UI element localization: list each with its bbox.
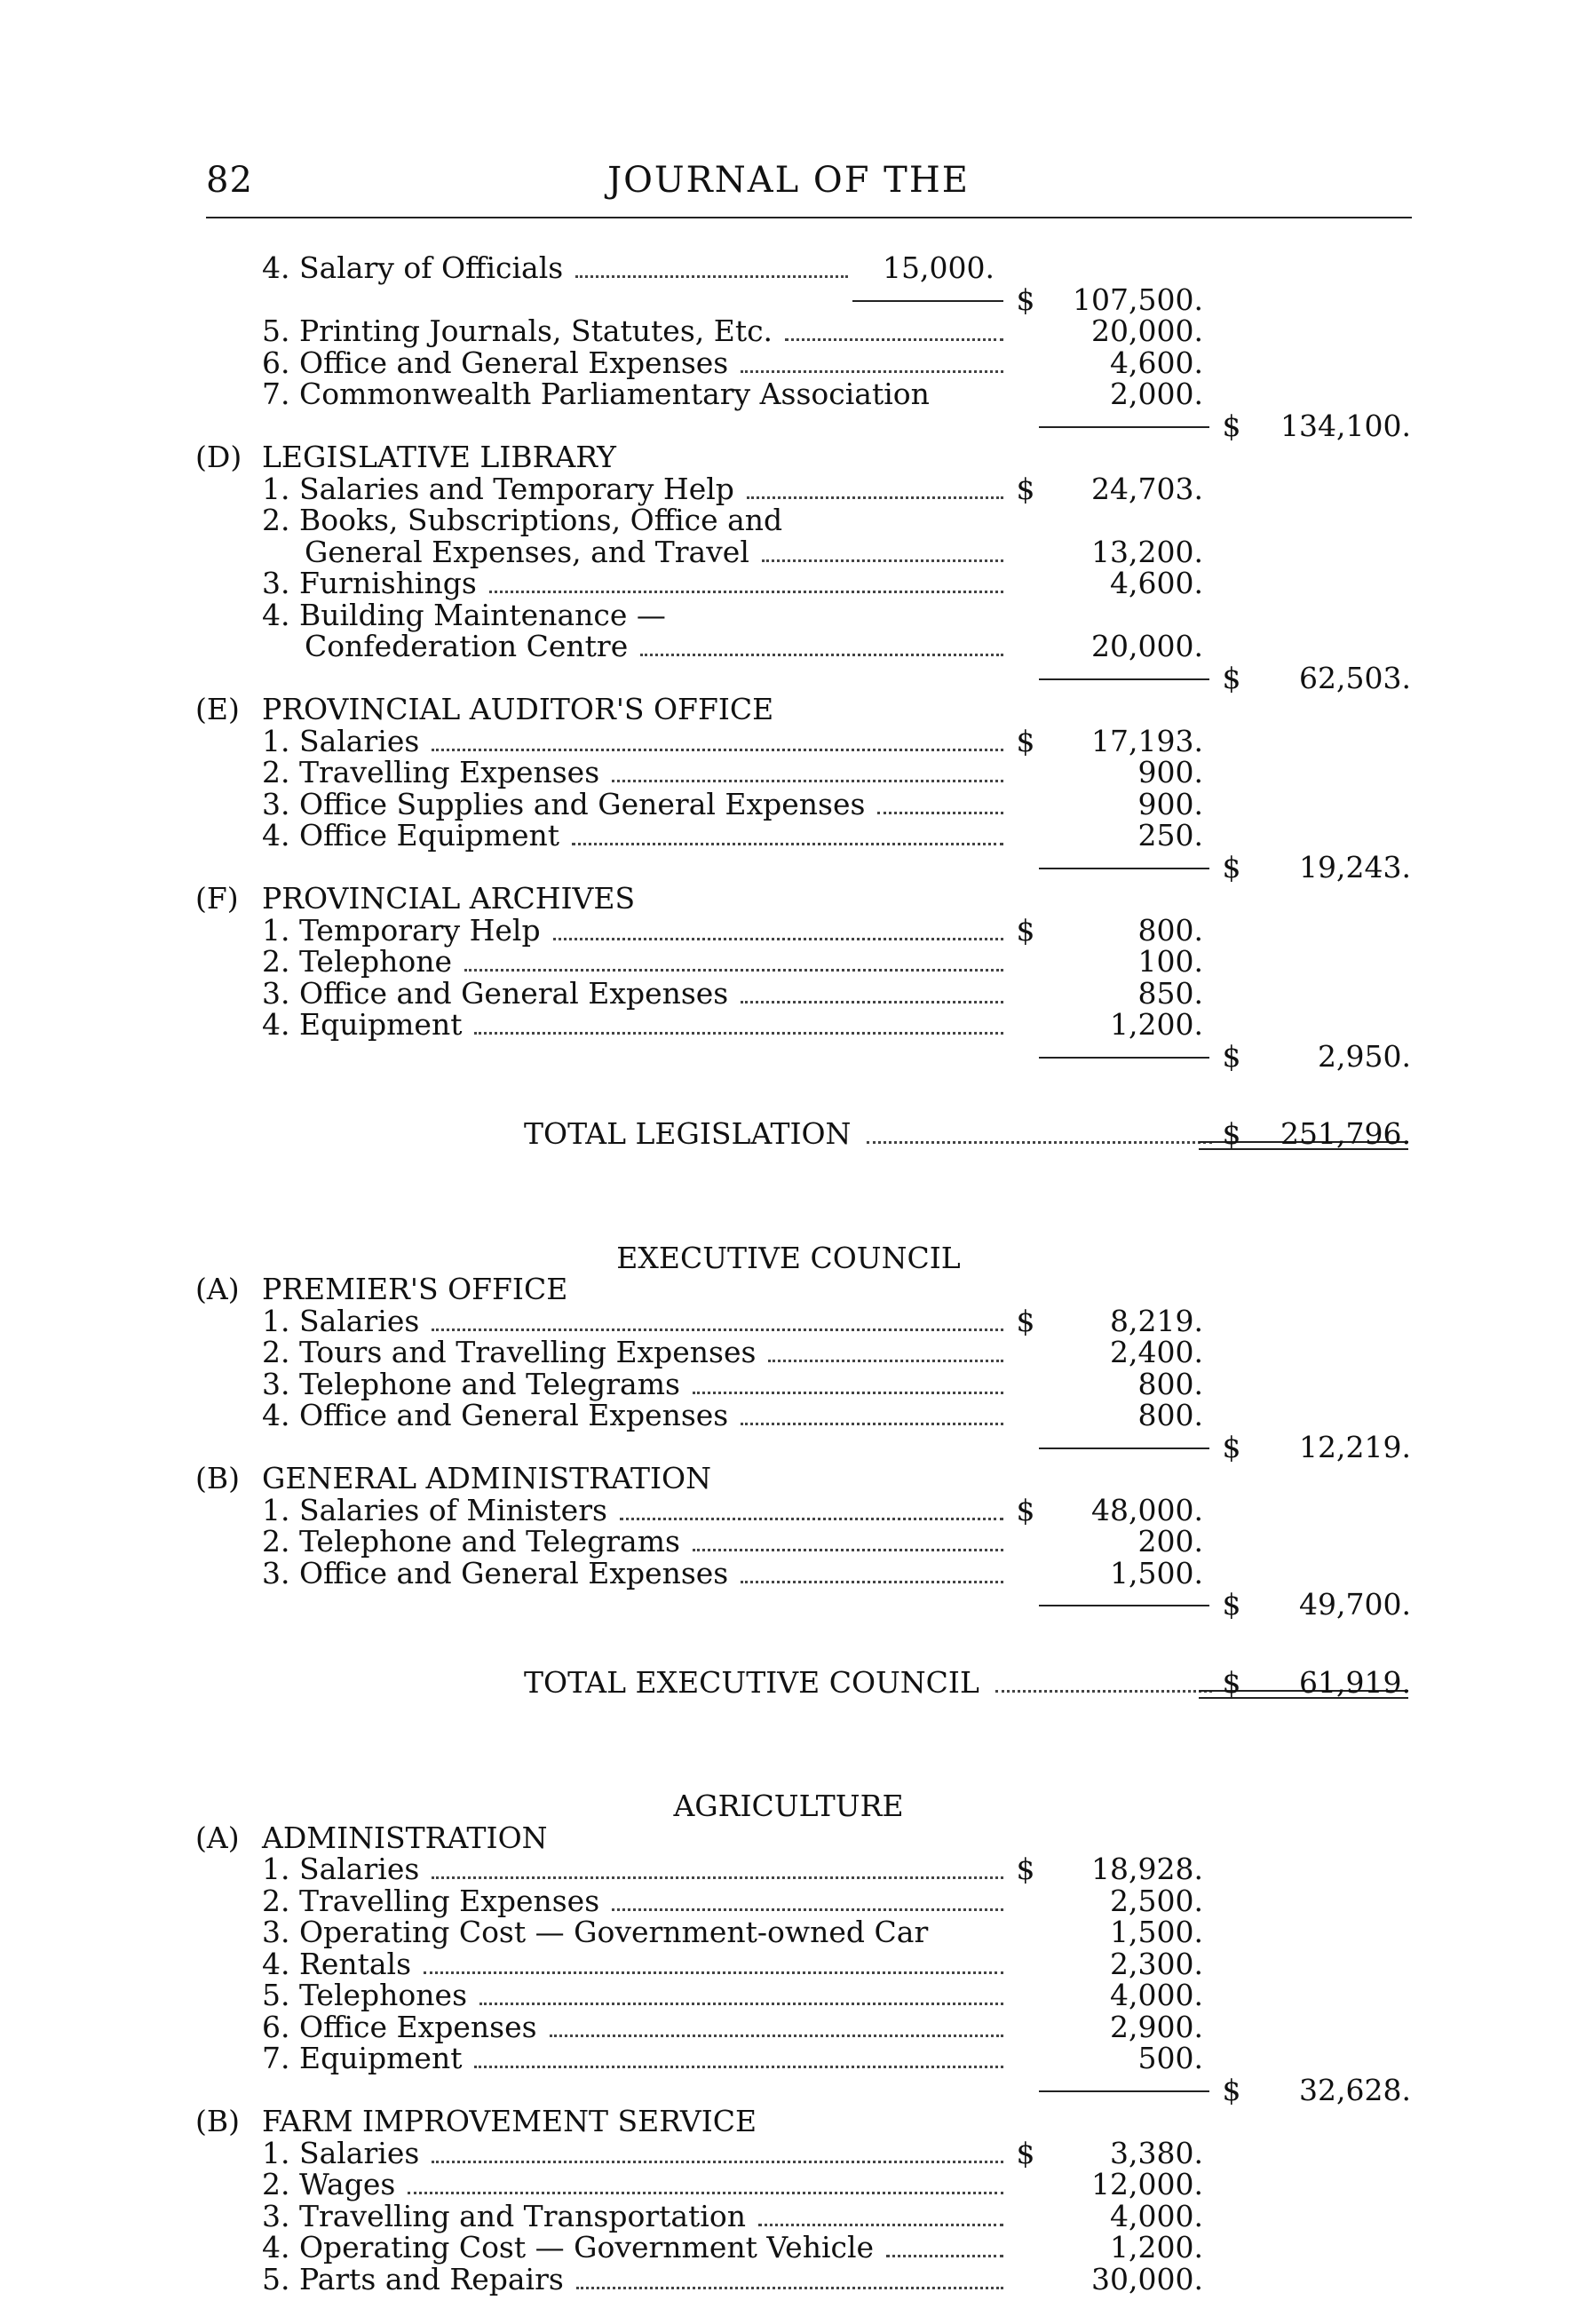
line-item [0,347,1577,379]
line-item [0,1368,1577,1400]
item-label: 1. Salaries [262,1303,420,1338]
subtotal-rule [1039,678,1209,680]
dollar-sign: $ [1016,2135,1035,2170]
item-label: 3. Office and General Expenses [262,1555,729,1590]
dot-leader [877,812,1003,814]
dollar-sign: $ [1016,1852,1035,1886]
dollar-sign: $ [1222,849,1241,884]
item-amount: 200. [1137,1524,1203,1559]
item-label: 4. Salary of Officials [262,250,564,285]
line-item [0,1400,1577,1432]
item-amount: 1,500. [1110,1915,1203,1949]
dot-leader [612,780,1003,782]
section-total: 32,628. [1299,2072,1411,2107]
dot-leader [424,1971,1003,1974]
line-spacer [0,1621,1577,1667]
dot-leader [741,1001,1003,1003]
dollar-sign: $ [1016,1303,1035,1338]
line-center [0,1242,1577,1274]
item-amount: 17,193. [1091,723,1203,758]
line-section [0,883,1577,915]
section-total: 19,243. [1299,849,1411,884]
section-letter: (B) [195,2104,240,2138]
subtotal-rule [1039,1448,1209,1449]
line-rule-right [0,849,1577,884]
header-rule [206,217,1412,218]
item-label: 3. Office Supplies and General Expenses [262,786,866,821]
line-item [0,252,1577,284]
dot-leader [474,2066,1003,2068]
dot-leader [408,2192,1003,2194]
item-label: 2. Telephone [262,944,453,979]
subtotal-rule [1039,2090,1209,2092]
dot-leader [432,1329,1003,1331]
item-amount: 4,000. [1110,2198,1203,2233]
line-center [0,1790,1577,1822]
line-spacer [0,1150,1577,1196]
dollar-sign: $ [1222,408,1241,443]
subtotal-rule [1039,1605,1209,1606]
dot-leader [479,2003,1003,2005]
dot-leader [741,370,1003,373]
item-amount: 900. [1137,755,1203,789]
line-item [0,2042,1577,2074]
item-amount: 4,000. [1110,1978,1203,2012]
section-letter: (B) [195,1461,240,1495]
item-amount: 250. [1137,818,1203,853]
item-label: 5. Printing Journals, Statutes, Etc. [262,313,773,348]
item-label: 4. Equipment [262,1007,463,1042]
dot-leader [550,2034,1003,2037]
item-label: 6. Office and General Expenses [262,345,729,380]
item-label: 7. Equipment [262,2041,463,2075]
subtotal-rule [852,300,1003,302]
dot-leader [762,559,1003,562]
item-label: 4. Rentals [262,1946,412,1981]
line-item [0,315,1577,347]
subtotal-rule [1039,868,1209,869]
dollar-sign: $ [1016,723,1035,758]
section-heading: GENERAL ADMINISTRATION [262,1461,711,1495]
dot-leader [620,1518,1003,1520]
dollar-sign: $ [1016,1492,1035,1527]
item-amount: 2,500. [1110,1883,1203,1918]
line-item [0,1492,1577,1527]
item-label: 2. Travelling Expenses [262,755,600,789]
line-item [0,975,1577,1011]
dot-leader [474,1032,1003,1035]
line-section [0,1822,1577,1854]
dot-leader [741,1581,1003,1583]
item-amount: 30,000. [1091,2261,1203,2296]
line-item [0,1009,1577,1041]
item-amount: 100. [1137,944,1203,979]
line-item [0,473,1577,505]
item-amount: 48,000. [1091,1492,1203,1527]
dot-leader [612,1908,1003,1911]
dollar-sign: $ [1222,1587,1241,1622]
item-label: 4. Operating Cost — Government Vehicle [262,2230,875,2265]
item-amount: 107,500. [1073,282,1203,317]
section-total: 251,796. [1280,1116,1411,1151]
dot-leader [432,749,1003,751]
line-item [0,1526,1577,1558]
dollar-sign: $ [1222,1429,1241,1464]
section-heading: LEGISLATIVE LIBRARY [262,440,616,474]
item-label: 2. Travelling Expenses [262,1883,600,1918]
item-amount: 500. [1137,2041,1203,2075]
line-item [0,1916,1577,1948]
item-amount: 13,200. [1091,534,1203,569]
dot-leader [747,496,1003,499]
line-item [0,1305,1577,1337]
item-label: 5. Parts and Repairs [262,2261,564,2296]
section-title: EXECUTIVE COUNCIL [616,1240,961,1275]
line-rule-right [0,1429,1577,1464]
item-label: 3. Travelling and Transportation [262,2198,746,2233]
item-label: 1. Temporary Help [262,912,541,948]
line-rule-right [0,1589,1577,1621]
line-item [0,1853,1577,1885]
item-label: 1. Salaries and Temporary Help [262,471,734,506]
section-total: 62,503. [1299,660,1411,695]
item-amount: 2,000. [1110,377,1203,411]
dot-leader [553,938,1003,940]
total-label: TOTAL LEGISLATION [524,1116,852,1151]
line-item [0,2198,1577,2233]
item-amount: 850. [1137,975,1203,1011]
line-item [0,2261,1577,2296]
line-item [0,536,1577,568]
item-label: 1. Salaries of Ministers [262,1492,607,1527]
item-amount: 4,600. [1110,345,1203,380]
line-item [0,1555,1577,1590]
item-label: 3. Furnishings [262,566,477,600]
item-amount: 1,200. [1110,2230,1203,2265]
line-item [0,1979,1577,2011]
dot-leader [886,2255,1003,2257]
line-item [0,786,1577,821]
line-section [0,694,1577,726]
item-amount: 20,000. [1091,629,1203,663]
item-amount: 20,000. [1091,313,1203,348]
section-heading: PROVINCIAL AUDITOR'S OFFICE [262,692,774,726]
dot-leader [432,1876,1003,1879]
section-title: AGRICULTURE [673,1789,904,1823]
dot-leader [575,275,848,278]
section-letter: (A) [195,1820,240,1855]
dollar-sign: $ [1222,1116,1241,1151]
item-label: 2. Telephone and Telegrams [262,1524,680,1559]
line-section [0,2106,1577,2138]
subtotal-rule [1039,1057,1209,1059]
item-amount: 18,928. [1091,1852,1203,1886]
item-label: 4. Office and General Expenses [262,1398,729,1432]
section-heading: FARM IMPROVEMENT SERVICE [262,2104,757,2138]
page-number: 82 [206,160,253,201]
line-item [0,820,1577,852]
dot-leader [576,2287,1003,2289]
item-amount: 3,380. [1110,2135,1203,2170]
dollar-sign: $ [1016,471,1035,506]
item-label: 3. Operating Cost — Government-owned Car [262,1915,929,1949]
line-item [0,567,1577,599]
dot-leader [693,1392,1003,1394]
item-amount: 1,500. [1110,1555,1203,1590]
line-rule-right [0,1038,1577,1074]
section-total: 134,100. [1280,408,1411,443]
section-heading: PREMIER'S OFFICE [262,1272,568,1306]
item-amount: 2,900. [1110,2009,1203,2044]
item-amount: 900. [1137,786,1203,821]
item-amount: 800. [1137,1366,1203,1401]
item-label: 3. Office and General Expenses [262,975,729,1011]
line-spacer [0,1072,1577,1118]
dot-leader [432,2161,1003,2163]
dot-leader [758,2224,1003,2226]
dot-leader [741,1423,1003,1425]
section-total: 12,219. [1299,1429,1411,1464]
item-label: 1. Salaries [262,1852,420,1886]
item-sub-amount: 15,000. [883,250,995,285]
line-item [0,1885,1577,1917]
line-item [0,946,1577,978]
section-total: 2,950. [1318,1038,1411,1074]
dot-leader [572,843,1003,845]
item-label: 6. Office Expenses [262,2009,537,2044]
item-amount: 8,219. [1110,1303,1203,1338]
item-label: Confederation Centre [305,629,629,663]
section-letter: (E) [195,692,240,726]
line-item [0,1336,1577,1368]
line-item [0,2232,1577,2264]
section-total: 49,700. [1299,1587,1411,1622]
total-label: TOTAL EXECUTIVE COUNCIL [524,1664,979,1700]
line-rule-right [0,662,1577,694]
item-label: 2. Tours and Travelling Expenses [262,1335,757,1369]
line-rule-right [0,410,1577,442]
line-total [0,1118,1577,1150]
line-total [0,1664,1577,1700]
item-label: 4. Office Equipment [262,818,560,853]
line-item [0,912,1577,948]
item-amount: 4,600. [1110,566,1203,600]
line-item [0,599,1577,631]
line-item [0,378,1577,410]
line-item [0,757,1577,789]
line-spacer [0,1744,1577,1790]
page-title: JOURNAL OF THE [607,160,970,201]
dollar-sign: $ [1222,660,1241,695]
line-rule-mid [0,284,1577,316]
item-amount: 2,400. [1110,1335,1203,1369]
item-label: 4. Building Maintenance — [262,597,666,632]
item-amount: 24,703. [1091,471,1203,506]
section-heading: PROVINCIAL ARCHIVES [262,881,636,916]
line-item [0,723,1577,758]
item-amount: 800. [1137,1398,1203,1432]
item-label: 2. Wages [262,2167,396,2201]
dot-leader [693,1549,1003,1551]
item-label: 7. Commonwealth Parliamentary Association [262,377,930,411]
line-item [0,1948,1577,1980]
line-section [0,1463,1577,1495]
budget-listing [0,252,1577,2295]
line-item [0,504,1577,536]
line-item [0,631,1577,662]
line-spacer [0,1196,1577,1242]
line-item [0,2169,1577,2201]
item-amount: 12,000. [1091,2167,1203,2201]
item-label: 5. Telephones [262,1978,467,2012]
line-spacer [0,1698,1577,1744]
item-amount: 800. [1137,912,1203,948]
section-letter: (F) [195,881,239,916]
subtotal-rule [1039,426,1209,428]
dot-leader [768,1360,1003,1362]
item-amount: 2,300. [1110,1946,1203,1981]
line-rule-right [0,2074,1577,2106]
item-label: 1. Salaries [262,723,420,758]
dot-leader [640,654,1003,656]
dot-leader [464,969,1003,972]
section-total: 61,919. [1299,1664,1411,1700]
item-label: 1. Salaries [262,2135,420,2170]
item-amount: 1,200. [1110,1007,1203,1042]
item-label: General Expenses, and Travel [305,534,749,569]
line-section [0,441,1577,473]
line-section [0,1273,1577,1305]
line-item [0,2011,1577,2043]
dollar-sign: $ [1222,2072,1241,2107]
dollar-sign: $ [1016,282,1035,317]
dot-leader [995,1690,1212,1693]
section-letter: (A) [195,1272,240,1306]
dollar-sign: $ [1222,1038,1241,1074]
item-label: 2. Books, Subscriptions, Office and [262,503,783,537]
section-heading: ADMINISTRATION [262,1820,548,1855]
line-item [0,2135,1577,2170]
dot-leader [785,338,1003,341]
dollar-sign: $ [1222,1664,1241,1700]
dot-leader [867,1141,1212,1144]
item-label: 3. Telephone and Telegrams [262,1366,680,1401]
dot-leader [489,591,1003,593]
section-letter: (D) [195,440,242,474]
dollar-sign: $ [1016,912,1035,948]
